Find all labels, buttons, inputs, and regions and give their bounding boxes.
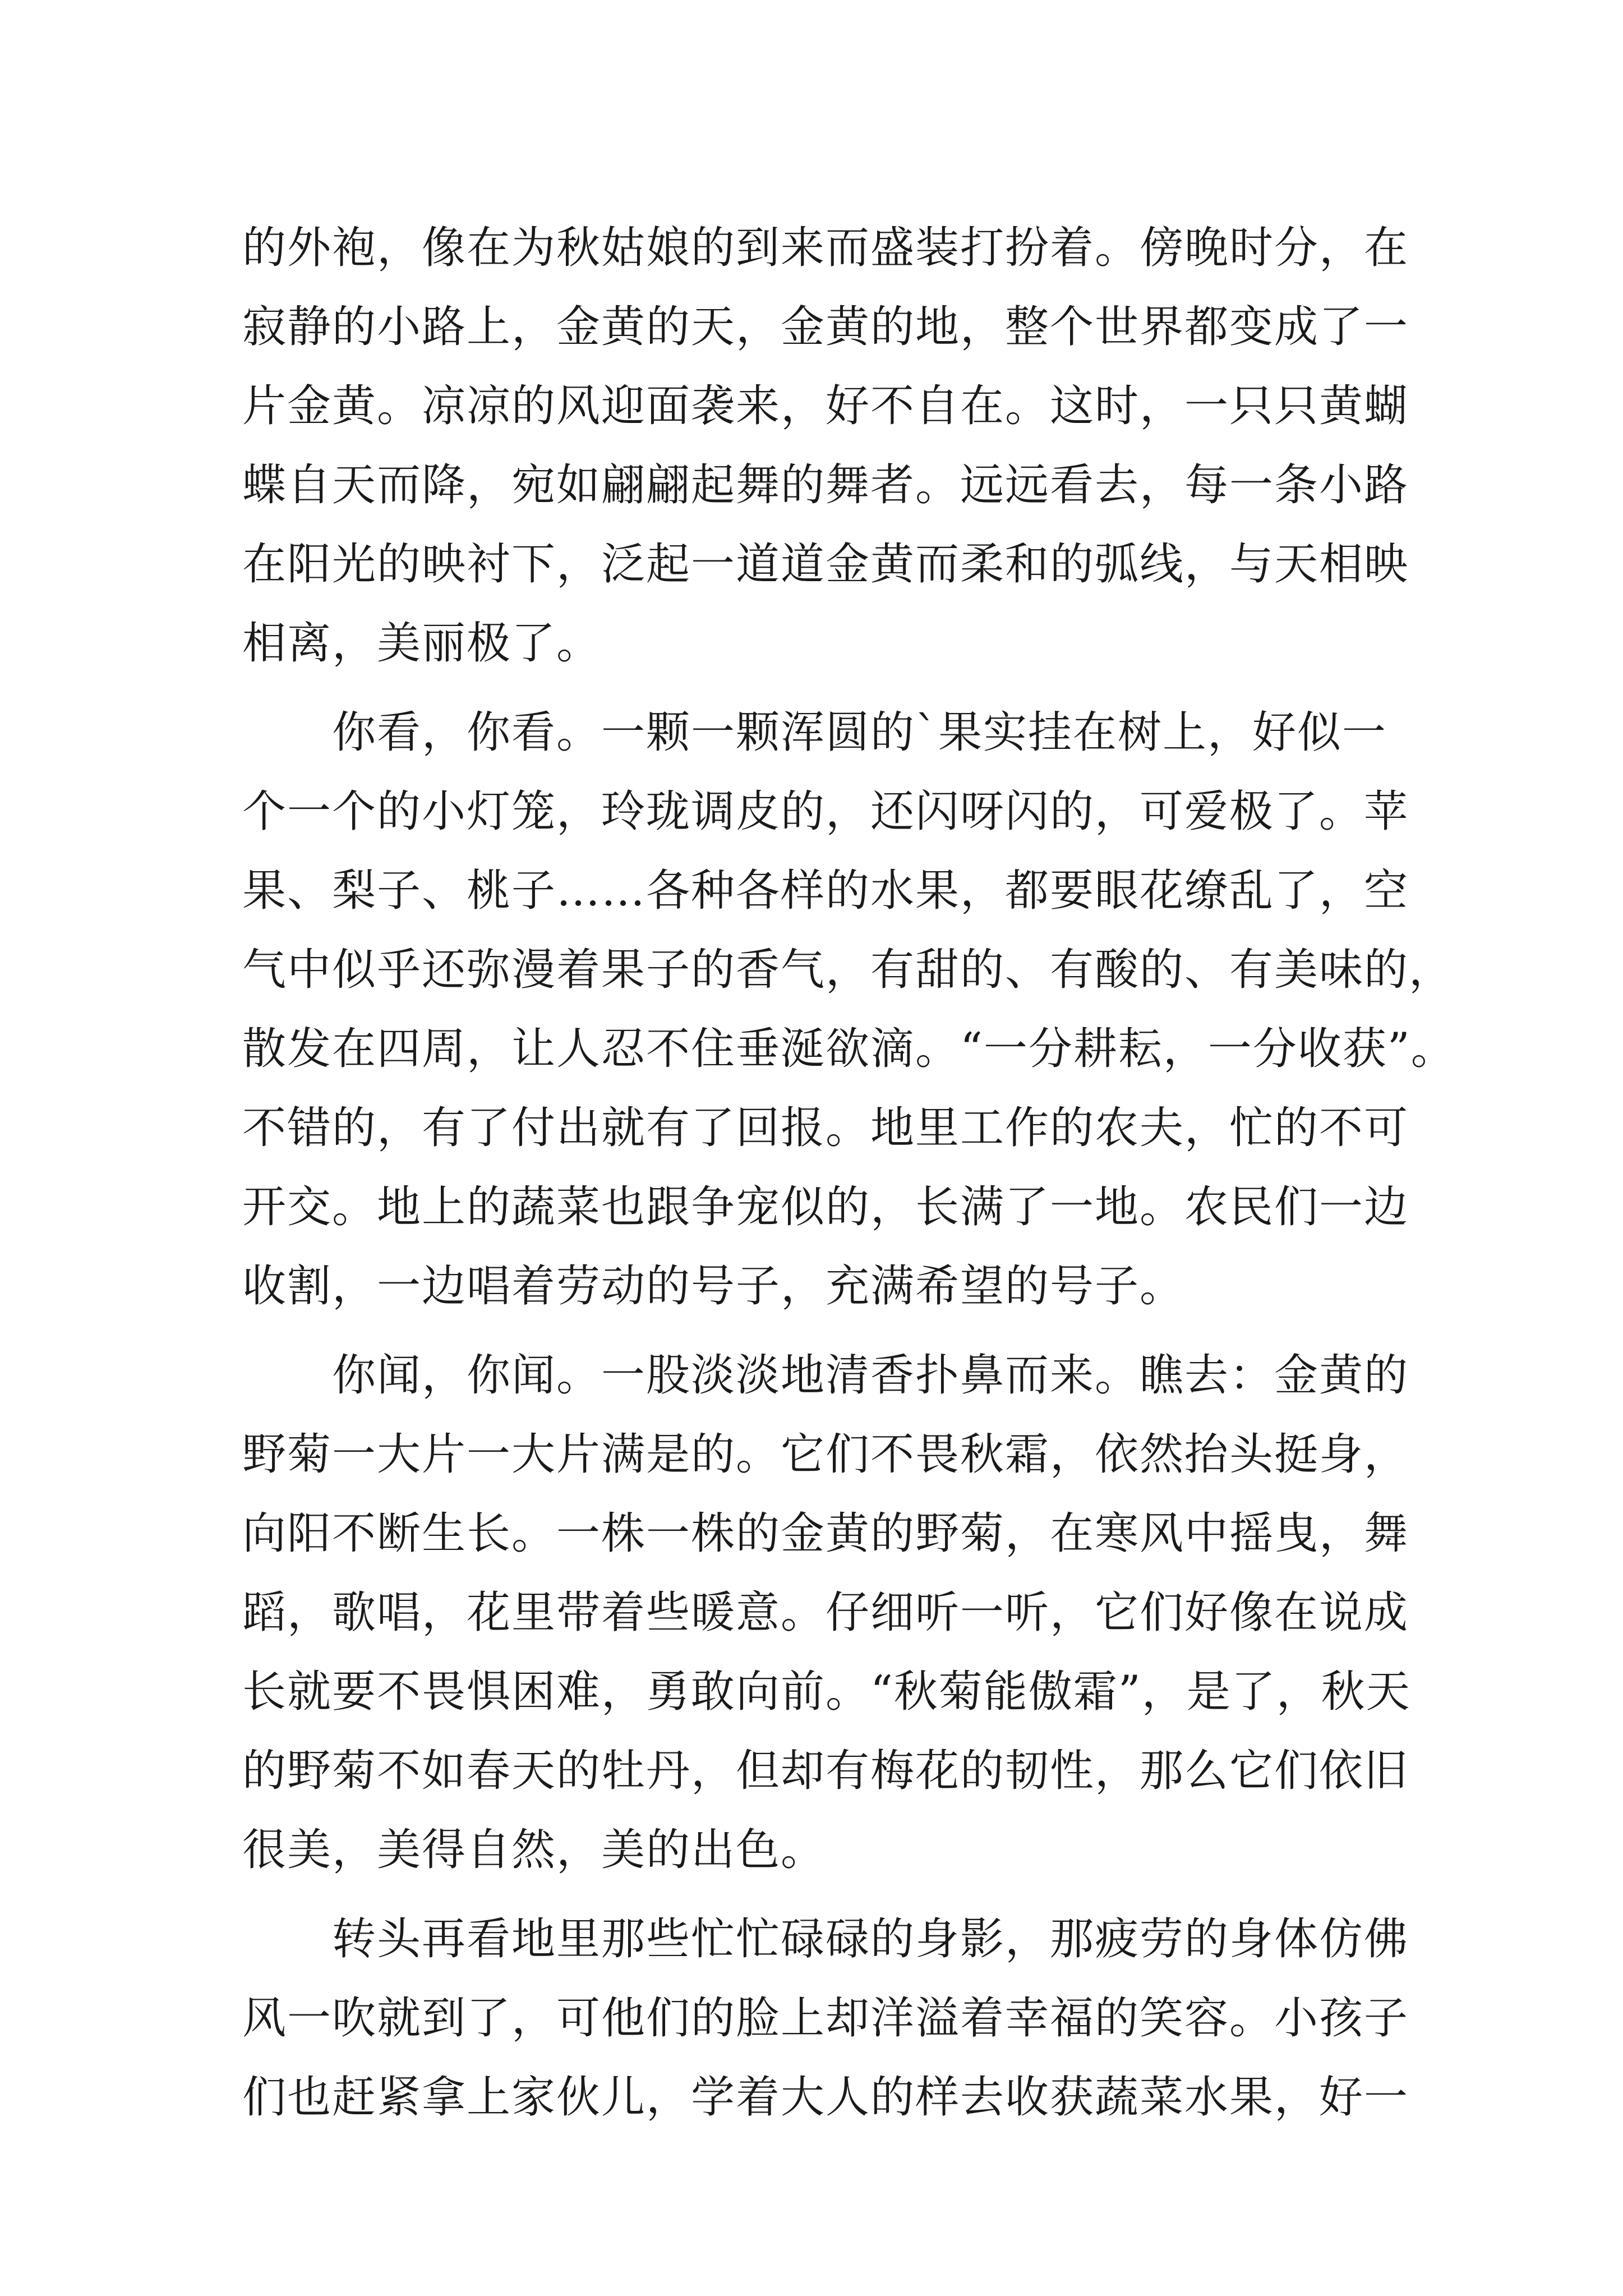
text-line: 们也赶紧拿上家伙儿，学着大人的样去收获蔬菜水果，好一 <box>242 2072 1409 2123</box>
paragraph-3 <box>242 1336 1442 1890</box>
text-line: 散发在四周，让人忍不住垂涎欲滴。“一分耕耘，一分收获”。 <box>242 1024 1456 1074</box>
text-line: 不错的，有了付出就有了回报。地里工作的农夫，忙的不可 <box>242 1103 1409 1153</box>
text-line: 的野菊不如春天的牡丹，但却有梅花的韧性，那么它们依旧 <box>242 1746 1409 1796</box>
text-line: 相离，美丽极了。 <box>242 618 602 669</box>
text-line: 转头再看地里那些忙忙碌碌的身影，那疲劳的身体仿佛 <box>332 1914 1409 1964</box>
text-line: 蹈，歌唱，花里带着些暖意。仔细听一听，它们好像在说成 <box>242 1588 1409 1638</box>
text-line: 在阳光的映衬下，泛起一道道金黄而柔和的弧线，与天相映 <box>242 539 1409 590</box>
paragraph-2 <box>242 693 1456 1326</box>
text-line: 寂静的小路上，金黄的天，金黄的地，整个世界都变成了一 <box>242 302 1409 352</box>
text-line: 你看，你看。一颗一颗浑圆的`果实挂在树上，好似一 <box>332 707 1387 758</box>
document-body <box>242 209 1456 2137</box>
text-line: 气中似乎还弥漫着果子的香气，有甜的、有酸的、有美味的， <box>242 945 1454 995</box>
text-line: 果、梨子、桃子……各种各样的水果，都要眼花缭乱了，空 <box>242 866 1409 916</box>
text-line: 蝶自天而降，宛如翩翩起舞的舞者。远远看去，每一条小路 <box>242 460 1409 510</box>
text-line: 长就要不畏惧困难，勇敢向前。“秋菊能傲霜”，是了，秋天 <box>242 1667 1411 1717</box>
text-line: 很美，美得自然，美的出色。 <box>242 1825 826 1875</box>
text-line: 片金黄。凉凉的风迎面袭来，好不自在。这时，一只只黄蝴 <box>242 381 1409 431</box>
text-line: 向阳不断生长。一株一株的金黄的野菊，在寒风中摇曳，舞 <box>242 1508 1409 1559</box>
text-line: 收割，一边唱着劳动的号子，充满希望的号子。 <box>242 1261 1185 1312</box>
paragraph-1 <box>242 209 1442 683</box>
text-line: 风一吹就到了，可他们的脸上却洋溢着幸福的笑容。小孩子 <box>242 1993 1409 2044</box>
paragraph-4 <box>242 1900 1442 2137</box>
text-line: 野菊一大片一大片满是的。它们不畏秋霜，依然抬头挺身， <box>242 1429 1409 1480</box>
text-line: 开交。地上的蔬菜也跟争宠似的，长满了一地。农民们一边 <box>242 1182 1409 1232</box>
text-line: 的外袍，像在为秋姑娘的到来而盛装打扮着。傍晚时分，在 <box>242 223 1409 273</box>
text-line: 个一个的小灯笼，玲珑调皮的，还闪呀闪的，可爱极了。苹 <box>242 786 1409 837</box>
text-line: 你闻，你闻。一股淡淡地清香扑鼻而来。瞧去：金黄的 <box>332 1350 1409 1401</box>
